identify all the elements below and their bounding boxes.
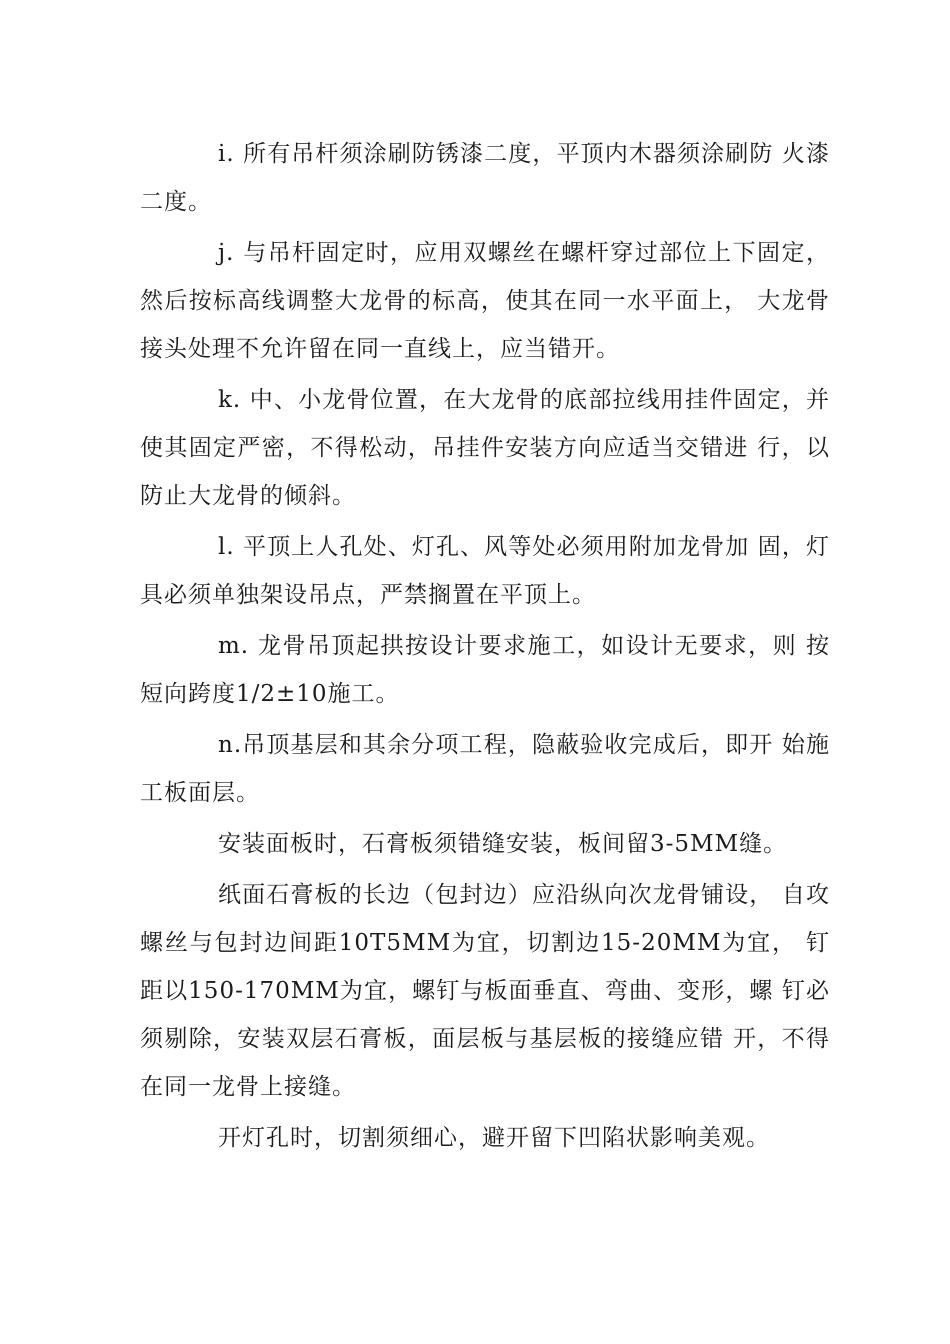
paragraph-i: i. 所有吊杆须涂刷防锈漆二度，平顶内木器须涂刷防 火漆二度。 bbox=[140, 141, 830, 215]
paragraph-l: l. 平顶上人孔处、灯孔、风等处必须用附加龙骨加 固，灯具必须单独架设吊点，严禁搁置在平顶上。 bbox=[140, 534, 830, 608]
paragraph-m: m. 龙骨吊顶起拱按设计要求施工，如设计无要求，则 按短向跨度1/2±10施工。 bbox=[140, 633, 830, 707]
paragraph-j: j. 与吊杆固定时，应用双螺丝在螺杆穿过部位上下固定，然后按标高线调整大龙骨的标高，使其在同一水平面上， 大龙骨接头处理不允许留在同一直线上，应当错开。 bbox=[140, 240, 830, 362]
paragraph-k: k. 中、小龙骨位置，在大龙骨的底部拉线用挂件固定，并使其固定严密，不得松动，吊挂件安装方向应适当交错进 行，以防止大龙骨的倾斜。 bbox=[140, 387, 830, 509]
paragraph-n: n.吊顶基层和其余分项工程，隐蔽验收完成后，即开 始施工板面层。 bbox=[140, 732, 830, 806]
paragraph-panel-install: 安装面板时，石膏板须错缝安装，板间留3-5MM缝。 bbox=[218, 831, 788, 857]
paragraph-light-holes: 开灯孔时，切割须细心，避开留下凹陷状影响美观。 bbox=[218, 1125, 770, 1151]
paragraph-gypsum-board: 纸面石膏板的长边（包封边）应沿纵向次龙骨铺设， 自攻螺丝与包封边间距10T5MM为宜，切割边15-20MM为宜， 钉距以150-170MM为宜，螺钉与板面垂直、弯曲、变形，螺 钉必须剔除，安装双层石膏板，面层板与基层板的接缝应错 开，不得在同一龙骨上接缝。 bbox=[140, 882, 830, 1100]
document-body bbox=[140, 130, 830, 1162]
